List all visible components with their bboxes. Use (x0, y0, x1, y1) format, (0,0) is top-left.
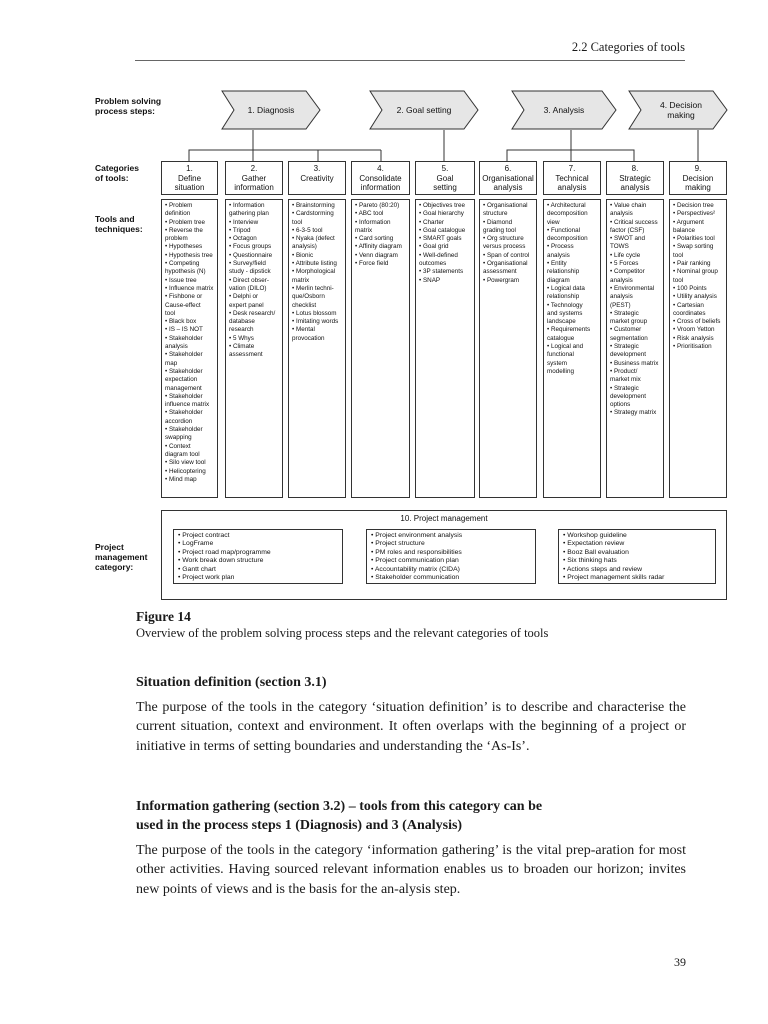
list-item: • Influence matrix (165, 284, 214, 292)
list-item: • Mind map (165, 475, 197, 483)
list-item: • Organisational structure (483, 202, 528, 218)
section-body-information-gathering: The purpose of the tools in the category ‘information gathering’ is the vital prep-aration for most other activities. Having sourced relevant information enables us to broaden our horizon; invites new points of views and is the basis for the an-alysis step. (136, 843, 686, 897)
list-item: • Information gathering plan (229, 202, 269, 218)
list-item: • Reverse the problem (165, 226, 203, 243)
list-item: • Strategy matrix (610, 409, 657, 417)
list-item: • Environmental analysis (PEST) (610, 284, 655, 309)
pm-column-1 (173, 529, 343, 584)
list-item: • Context diagram tool (165, 442, 200, 458)
list-item: • Goal catalogue (419, 226, 466, 234)
list-item: • Stakeholder map (165, 351, 203, 367)
list-item: • Span of control (483, 251, 530, 259)
tools-column-define-situation (161, 199, 218, 498)
list-item: • Nominal group tool (673, 268, 718, 284)
process-steps-label: Problem solving process steps: (95, 96, 162, 116)
list-item: • ABC tool (355, 210, 384, 218)
list-item: • Cartesian coordinates (673, 301, 706, 317)
list-item: • Pair ranking (673, 260, 711, 268)
category-header-technical-analysis: 7. Technical analysis (543, 161, 601, 195)
pm-column-2 (366, 529, 536, 584)
list-item: • Project work plan (178, 574, 235, 582)
list-item: • PM roles and responsibilities (371, 548, 462, 556)
list-item: • Booz Ball evaluation (563, 548, 629, 556)
list-item: • Project road map/programme (178, 548, 271, 556)
list-item: • Project management skills radar (563, 574, 665, 582)
list-item: • Stakeholder influence matrix (165, 392, 210, 409)
tools-column-consolidate-information (351, 199, 410, 498)
list-item: • Goal grid (419, 243, 449, 251)
list-item: • 5 Forces (610, 260, 639, 268)
list-item: • Argument balance (673, 218, 704, 234)
list-item: • Strategic development options (610, 384, 647, 409)
category-header-organisational-analysis: 6. Organisational analysis (479, 161, 537, 195)
list-item: • Life cycle (610, 251, 641, 259)
list-item: • Powergram (483, 276, 520, 284)
process-step-label: 2. Goal setting (396, 105, 452, 115)
process-step-label: 1. Diagnosis (247, 105, 295, 115)
list-item: • Org structure versus process (483, 235, 526, 251)
list-item: • Risk analysis (673, 334, 714, 342)
list-item: • Survey/field study - dipstick (229, 260, 271, 276)
categories-label: Categories of tools: (95, 163, 139, 183)
list-item: • Workshop guideline (563, 532, 627, 539)
list-item: • Bionic (292, 251, 314, 259)
category-header-decision-making: 9. Decision making (669, 161, 727, 195)
list-item: • Lotus blossom (292, 309, 337, 317)
list-item: • 6-3-5 tool (292, 226, 323, 234)
list-item: • Competitor analysis (610, 268, 645, 284)
list-item: • Swap sorting tool (673, 243, 714, 259)
list-item: • Requirements catalogue (547, 326, 591, 342)
list-item: • Black box (165, 318, 197, 326)
process-step-label: 3. Analysis (543, 105, 585, 115)
list-item: • Hypothesis tree (165, 251, 213, 259)
list-item: • Problem definition (165, 202, 193, 218)
list-item: • Brainstorming (292, 202, 335, 209)
list-item: • Tripod (229, 226, 251, 234)
list-item: • Pareto (80:20) (355, 202, 400, 209)
list-item: • Entity relationship diagram (547, 260, 580, 284)
list-item: • Focus groups (229, 243, 272, 251)
list-item: • Information matrix (355, 218, 391, 234)
tools-column-strategic-analysis (606, 199, 664, 498)
list-item: • Competing hypothesis (N) (165, 260, 206, 276)
list-item: • SNAP (419, 276, 441, 284)
list-item: • Decision tree (673, 202, 714, 209)
list-item: • Prioritisation (673, 343, 712, 351)
list-item: • Direct obser- vation (DILO) (229, 276, 269, 292)
list-item: • Functional decomposition (547, 226, 588, 243)
list-item: • Project structure (371, 540, 425, 548)
list-item: • Attribute listing (292, 260, 337, 268)
page-number: 39 (674, 955, 686, 969)
category-header-gather-information: 2. Gather information (225, 161, 283, 195)
pm-column-3 (558, 529, 716, 584)
list-item: • 100 Points (673, 284, 707, 292)
figure-number: Figure 14 (136, 609, 191, 624)
list-item: • Helicoptering (165, 467, 206, 475)
list-item: • Affinity diagram (355, 243, 402, 251)
list-item: • Mental provocation (292, 326, 325, 342)
list-item: • Project environment analysis (371, 532, 463, 539)
list-item: • Desk research/ database research (229, 309, 276, 334)
list-item: • Business matrix (610, 359, 659, 367)
list-item: • Logical data relationship (547, 284, 585, 301)
list-item: • Nyaka (defect analysis) (292, 235, 335, 251)
tools-column-technical-analysis (543, 199, 601, 498)
category-header-creativity: 3. Creativity (288, 161, 346, 195)
list-item: • Well-defined outcomes (419, 251, 458, 268)
list-item: • Stakeholder expectation management (165, 367, 203, 392)
list-item: • Imitating words (292, 318, 339, 326)
connector-lines (0, 0, 768, 170)
list-item: • Value chain analysis (610, 202, 647, 218)
list-item: • Project communication plan (371, 557, 459, 565)
list-item: • Logical and functional system modelling (547, 343, 584, 375)
list-item: • Silo view tool (165, 459, 206, 467)
tools-column-organisational-analysis (479, 199, 537, 498)
list-item: • Vroom Yetton (673, 326, 715, 334)
list-item: • Accountability matrix (CIDA) (371, 565, 460, 573)
list-item: • Utility analysis (673, 293, 717, 301)
list-item: • Polarities tool (673, 235, 715, 243)
list-item: • Actions steps and review (563, 565, 643, 573)
section-heading-situation-definition: Situation definition (section 3.1) (136, 675, 327, 690)
list-item: • Project contract (178, 532, 230, 539)
list-item: • Card sorting (355, 235, 394, 243)
list-item: • Strategic development (610, 343, 647, 359)
list-item: • Morphological matrix (292, 268, 336, 284)
list-item: • Objectives tree (419, 202, 465, 209)
section-body-situation-definition: The purpose of the tools in the category ‘situation definition’ is to describe and characterise the current situation, context and environment. It often overlaps with the beginning of a project or initiative in terms of setting boundaries and understanding the ‘As-Is’. (136, 700, 686, 754)
category-header-strategic-analysis: 8. Strategic analysis (606, 161, 664, 195)
list-item: • Stakeholder analysis (165, 334, 203, 351)
list-item: • Cross of beliefs (673, 318, 721, 326)
list-item: • Technology and systems landscape (547, 301, 583, 326)
list-item: • Architectural decomposition view (547, 202, 588, 226)
list-item: • Merlin techni- que/Osborn checklist (292, 284, 334, 309)
list-item: • Venn diagram (355, 251, 398, 259)
process-step-label: 4. Decision making (659, 100, 703, 120)
list-item: • Questionnaire (229, 251, 273, 259)
list-item: • SMART goals (419, 235, 462, 243)
list-item: • LogFrame (178, 540, 214, 548)
list-item: • Six thinking hats (563, 557, 617, 565)
pm-category-label: Project management category: (95, 542, 148, 572)
list-item: • Expectation review (563, 540, 625, 548)
list-item: • Diamond grading tool (483, 218, 516, 234)
list-item: • Stakeholder swapping (165, 426, 203, 442)
list-item: • Fishbone or Cause-effect tool (165, 293, 203, 317)
list-item: • 3P statements (419, 268, 464, 276)
list-item: • Product/ market mix (610, 367, 641, 384)
list-item: • Charter (419, 218, 444, 226)
category-header-define-situation: 1. Define situation (161, 161, 218, 195)
list-item: • Organisational assessment (483, 260, 528, 276)
list-item: • Process analysis (547, 243, 574, 259)
list-item: • Goal hierarchy (419, 210, 464, 218)
list-item: • Customer segmentation (610, 326, 648, 342)
list-item: • Cardstorming tool (292, 210, 334, 226)
tools-column-creativity (288, 199, 346, 498)
list-item: • Delphi or expert panel (229, 293, 264, 309)
list-item: • Strategic market group (610, 309, 648, 326)
running-title: 2.2 Categories of tools (571, 40, 685, 54)
category-header-consolidate-information: 4. Consolidate information (351, 161, 410, 195)
tools-column-decision-making (669, 199, 727, 498)
tools-label: Tools and techniques: (95, 214, 143, 234)
list-item: • Stakeholder communication (371, 574, 460, 582)
list-item: • Octagon (229, 235, 257, 243)
list-item: • Hypotheses (165, 243, 203, 251)
list-item: • Issue tree (165, 276, 197, 284)
figure-caption: Overview of the problem solving process steps and the relevant categories of tools (136, 626, 549, 640)
list-item: • Work break down structure (178, 557, 264, 565)
list-item: • Perspectives² (673, 210, 716, 218)
list-item: • Interview (229, 218, 259, 226)
list-item: • Force field (355, 260, 389, 268)
list-item: • Climate assessment (229, 343, 263, 359)
list-item: • Problem tree (165, 218, 206, 226)
list-item: • Stakeholder accordion (165, 409, 203, 425)
project-management-title: 10. Project management (400, 514, 488, 523)
list-item: • IS – IS NOT (165, 326, 203, 334)
list-item: • SWOT and TOWS (610, 235, 645, 251)
list-item: • 5 Whys (229, 334, 254, 342)
category-header-goal-setting: 5. Goal setting (415, 161, 475, 195)
tools-column-goal-setting (415, 199, 475, 498)
list-item: • Critical success factor (CSF) (610, 218, 658, 234)
list-item: • Gantt chart (178, 565, 216, 573)
tools-column-gather-information (225, 199, 283, 498)
section-heading-information-gathering: Information gathering (section 3.2) – tools from this category can be used in the process steps 1 (Diagnosis) and 3 (Analysis) (136, 799, 543, 833)
